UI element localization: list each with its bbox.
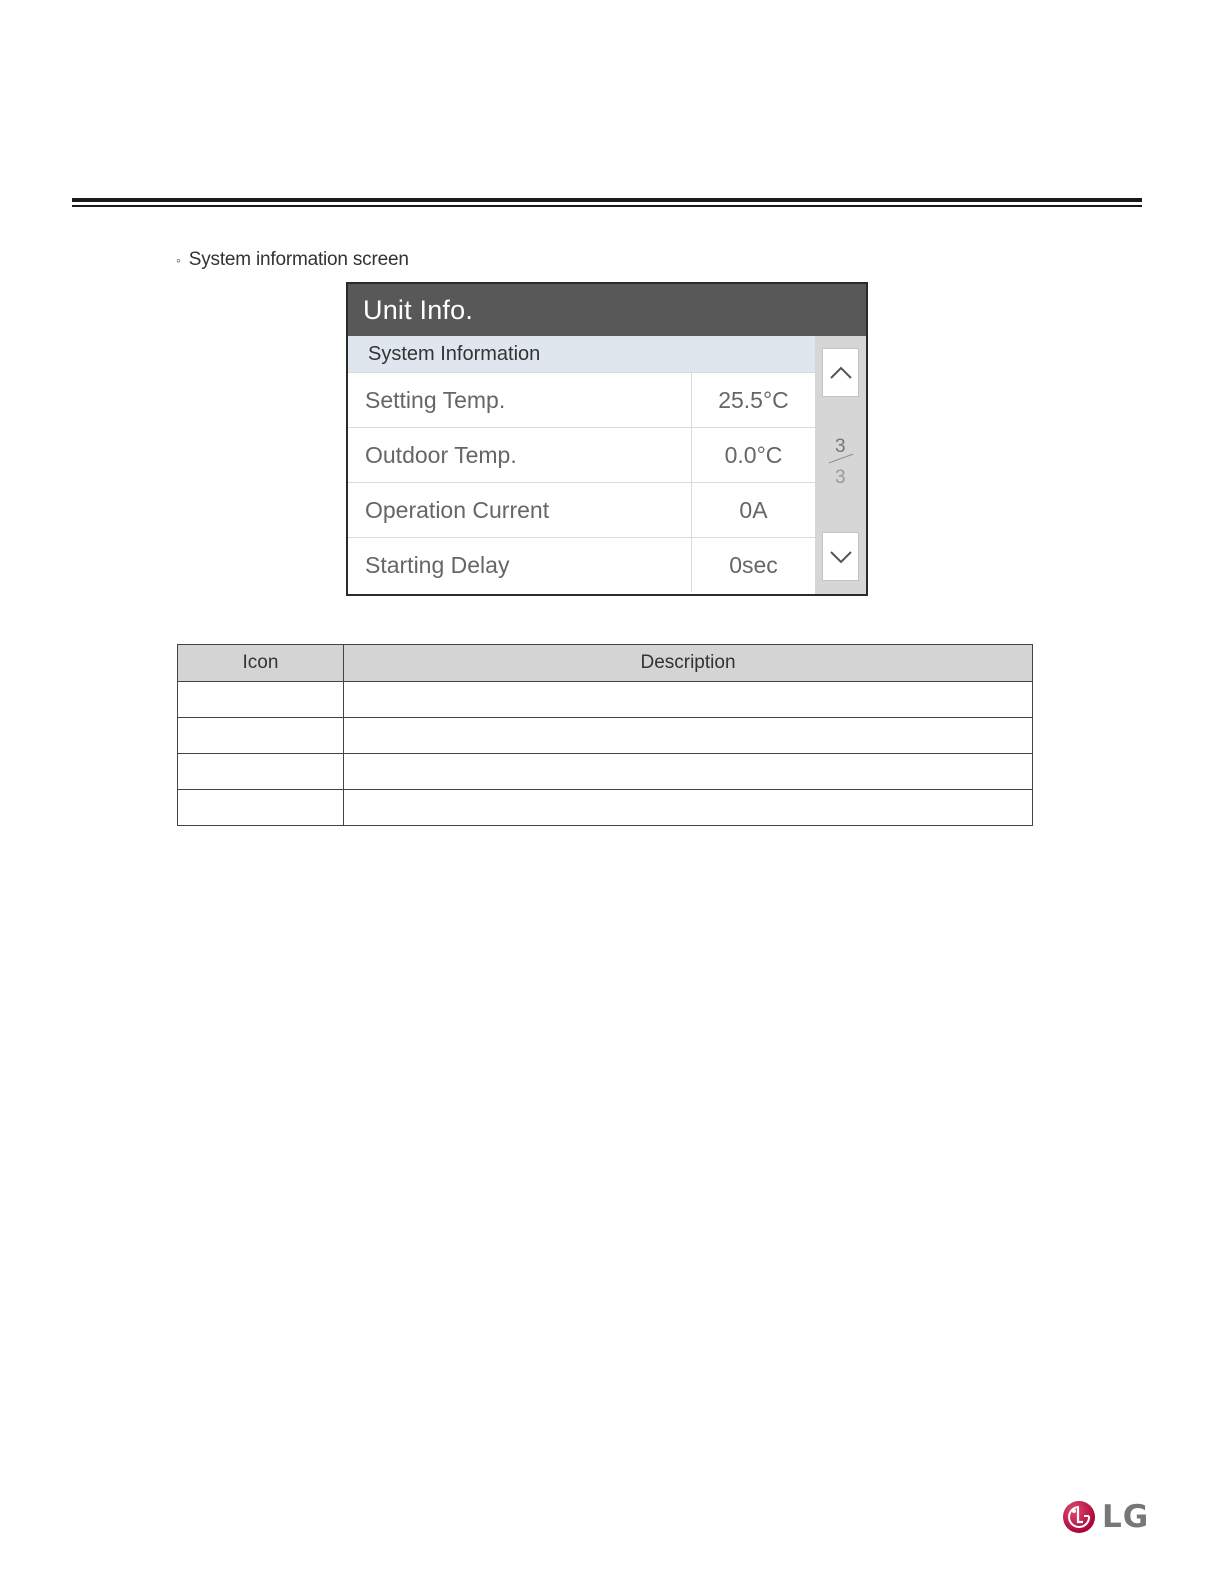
lg-logo-text: LG bbox=[1102, 1499, 1150, 1535]
info-value: 0sec bbox=[729, 551, 778, 578]
info-label: Setting Temp. bbox=[348, 373, 692, 427]
info-label: Operation Current bbox=[348, 483, 692, 537]
table-header-icon: Icon bbox=[178, 645, 344, 682]
info-row-outdoor-temp[interactable] bbox=[348, 427, 815, 482]
table-row bbox=[178, 790, 1033, 826]
table-header-description: Description bbox=[344, 645, 1033, 682]
scroll-down-button[interactable] bbox=[822, 532, 859, 581]
chevron-up-icon bbox=[829, 366, 853, 380]
info-label: Starting Delay bbox=[348, 538, 692, 592]
screen-title: Unit Info. bbox=[348, 284, 866, 336]
table-row bbox=[178, 682, 1033, 718]
table-cell-icon bbox=[178, 718, 344, 754]
info-label: Outdoor Temp. bbox=[348, 428, 692, 482]
info-list bbox=[348, 336, 815, 594]
lg-logo-mark-icon bbox=[1062, 1500, 1096, 1534]
table-cell-description bbox=[344, 682, 1033, 718]
scroll-up-button[interactable] bbox=[822, 348, 859, 397]
info-value: 0A bbox=[739, 496, 768, 523]
info-value: 0.0°C bbox=[724, 441, 783, 468]
info-row-operation-current[interactable] bbox=[348, 482, 815, 537]
header-rule-thin bbox=[72, 205, 1142, 207]
figure-caption bbox=[176, 249, 409, 271]
info-value: 25.5°C bbox=[718, 386, 789, 413]
icon-description-table bbox=[177, 644, 1033, 826]
table-row bbox=[178, 718, 1033, 754]
page-indicator bbox=[815, 436, 866, 496]
table-cell-description bbox=[344, 790, 1033, 826]
table-cell-description bbox=[344, 718, 1033, 754]
section-header: System Information bbox=[348, 336, 815, 372]
info-row-setting-temp[interactable] bbox=[348, 372, 815, 427]
table-cell-icon bbox=[178, 682, 344, 718]
lg-logo bbox=[1062, 1499, 1149, 1535]
table-cell-icon bbox=[178, 754, 344, 790]
header-rule-thick bbox=[72, 198, 1142, 202]
caption-text: System information screen bbox=[188, 249, 409, 270]
table-header-row bbox=[178, 645, 1033, 682]
table-row bbox=[178, 754, 1033, 790]
caption-bullet: ◦ bbox=[176, 252, 181, 268]
scroll-panel bbox=[815, 336, 866, 594]
chevron-down-icon bbox=[829, 550, 853, 564]
screen-body bbox=[348, 336, 866, 594]
table-cell-description bbox=[344, 754, 1033, 790]
table-cell-icon bbox=[178, 790, 344, 826]
unit-info-screen bbox=[346, 282, 868, 596]
info-row-starting-delay[interactable] bbox=[348, 537, 815, 592]
page-current: 3 bbox=[835, 436, 846, 457]
page-total: 3 bbox=[835, 467, 846, 488]
